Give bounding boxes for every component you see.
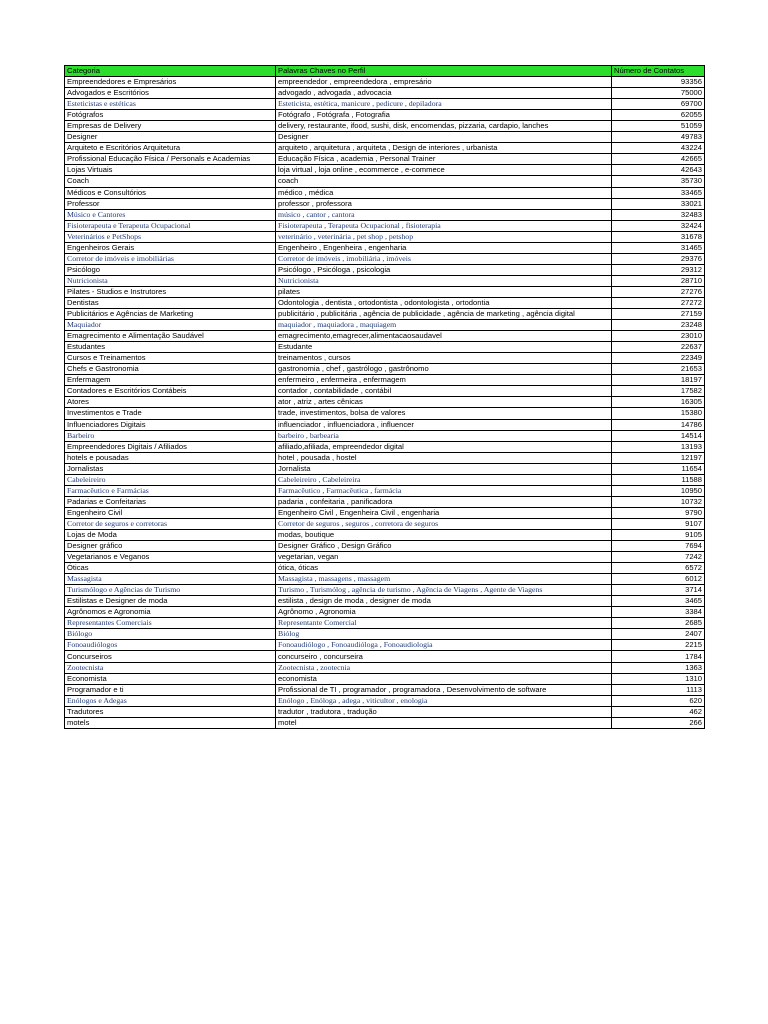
keywords-cell: Designer <box>276 132 612 143</box>
keywords-cell: Esteticista, estética, manicure , pedicure , depiladora <box>276 99 612 110</box>
category-cell: Professor <box>65 198 276 209</box>
keywords-cell: modas, boutique <box>276 529 612 540</box>
count-cell: 14514 <box>612 430 705 441</box>
count-cell: 15380 <box>612 408 705 419</box>
category-cell: Contadores e Escritórios Contábeis <box>65 386 276 397</box>
category-cell: Empreendedores e Empresários <box>65 77 276 88</box>
table-row <box>65 386 705 397</box>
count-cell: 43224 <box>612 143 705 154</box>
keywords-cell: Estudante <box>276 342 612 353</box>
header-keywords: Palavras Chaves no Perfil <box>276 66 612 77</box>
table-row <box>65 220 705 231</box>
keywords-cell: Odontologia , dentista , ortodontista , odontologista , ortodontia <box>276 297 612 308</box>
table-row <box>65 507 705 518</box>
keywords-cell: Massagista , massagens , massagem <box>276 574 612 585</box>
count-cell: 11654 <box>612 463 705 474</box>
count-cell: 16305 <box>612 397 705 408</box>
contacts-table <box>64 65 705 729</box>
category-cell: Farmacêutico e Farmácias <box>65 485 276 496</box>
table-row <box>65 474 705 485</box>
count-cell: 14786 <box>612 419 705 430</box>
keywords-cell: estilista , design de moda , designer de moda <box>276 596 612 607</box>
category-cell: Jornalistas <box>65 463 276 474</box>
keywords-cell: influenciador , influenciadora , influencer <box>276 419 612 430</box>
keywords-cell: veterinário , veterinária , pet shop , petshop <box>276 231 612 242</box>
table-row <box>65 242 705 253</box>
table-row <box>65 88 705 99</box>
keywords-cell: músico , cantor , cantora <box>276 209 612 220</box>
count-cell: 18197 <box>612 375 705 386</box>
category-cell: Barbeiro <box>65 430 276 441</box>
count-cell: 28710 <box>612 275 705 286</box>
category-cell: Publicitários e Agências de Marketing <box>65 309 276 320</box>
keywords-cell: médico , médica <box>276 187 612 198</box>
table-row <box>65 552 705 563</box>
count-cell: 93356 <box>612 77 705 88</box>
category-cell: Zootecnista <box>65 662 276 673</box>
table-row <box>65 143 705 154</box>
table-row <box>65 110 705 121</box>
count-cell: 21653 <box>612 364 705 375</box>
category-cell: Músico e Cantores <box>65 209 276 220</box>
table-row <box>65 309 705 320</box>
keywords-cell: Engenheiro Civil , Engenheira Civil , engenharia <box>276 507 612 518</box>
count-cell: 7694 <box>612 541 705 552</box>
count-cell: 9107 <box>612 518 705 529</box>
category-cell: Lojas de Moda <box>65 529 276 540</box>
table-row <box>65 187 705 198</box>
category-cell: Representantes Comerciais <box>65 618 276 629</box>
table-row <box>65 706 705 717</box>
category-cell: Dentistas <box>65 297 276 308</box>
keywords-cell: Corretor de imóveis , imobiliária , imóveis <box>276 253 612 264</box>
keywords-cell: advogado , advogada , advocacia <box>276 88 612 99</box>
count-cell: 31678 <box>612 231 705 242</box>
count-cell: 6012 <box>612 574 705 585</box>
table-row <box>65 397 705 408</box>
table-row <box>65 529 705 540</box>
table-row <box>65 441 705 452</box>
count-cell: 35730 <box>612 176 705 187</box>
count-cell: 10732 <box>612 496 705 507</box>
count-cell: 42665 <box>612 154 705 165</box>
keywords-cell: Fisioterapeuta , Terapeuta Ocupacional , fisioterapia <box>276 220 612 231</box>
keywords-cell: Representante Comercial <box>276 618 612 629</box>
category-cell: Fonoaudiólogos <box>65 640 276 651</box>
table-row <box>65 629 705 640</box>
category-cell: Maquiador <box>65 320 276 331</box>
category-cell: Concurseiros <box>65 651 276 662</box>
keywords-cell: arquiteto , arquitetura , arquiteta , Design de interiores , urbanista <box>276 143 612 154</box>
table-row <box>65 176 705 187</box>
table-row <box>65 364 705 375</box>
count-cell: 2685 <box>612 618 705 629</box>
keywords-cell: padaria , confeitaria , panificadora <box>276 496 612 507</box>
table-row <box>65 297 705 308</box>
keywords-cell: economista <box>276 673 612 684</box>
keywords-cell: Educação Física , academia , Personal Trainer <box>276 154 612 165</box>
count-cell: 32483 <box>612 209 705 220</box>
keywords-cell: ótica, óticas <box>276 563 612 574</box>
keywords-cell: delivery, restaurante, ifood, sushi, disk, encomendas, pizzaria, cardapio, lanches <box>276 121 612 132</box>
keywords-cell: treinamentos , cursos <box>276 353 612 364</box>
category-cell: Influenciadores Digitais <box>65 419 276 430</box>
count-cell: 33021 <box>612 198 705 209</box>
category-cell: Óticas <box>65 563 276 574</box>
keywords-cell: Fonoaudiólogo , Fonoaudióloga , Fonoaudiologia <box>276 640 612 651</box>
count-cell: 29312 <box>612 264 705 275</box>
table-row <box>65 596 705 607</box>
category-cell: Turismólogo e Agências de Turismo <box>65 585 276 596</box>
count-cell: 22349 <box>612 353 705 364</box>
category-cell: Padarias e Confeitarias <box>65 496 276 507</box>
keywords-cell: emagrecimento,emagrecer,alimentacaosaudavel <box>276 331 612 342</box>
table-row <box>65 99 705 110</box>
keywords-cell: Jornalista <box>276 463 612 474</box>
keywords-cell: Cabeleireiro , Cabeleireira <box>276 474 612 485</box>
keywords-cell: pilates <box>276 286 612 297</box>
keywords-cell: barbeiro , barbearia <box>276 430 612 441</box>
category-cell: Arquiteto e Escritórios Arquitetura <box>65 143 276 154</box>
keywords-cell: Zootecnista , zootecnia <box>276 662 612 673</box>
category-cell: Enfermagem <box>65 375 276 386</box>
table-row <box>65 264 705 275</box>
count-cell: 23248 <box>612 320 705 331</box>
category-cell: Tradutores <box>65 706 276 717</box>
count-cell: 1363 <box>612 662 705 673</box>
category-cell: Cabeleireiro <box>65 474 276 485</box>
category-cell: Estilistas e Designer de moda <box>65 596 276 607</box>
category-cell: Corretor de imóveis e imobiliárias <box>65 253 276 264</box>
table-row <box>65 275 705 286</box>
header-category: Categoria <box>65 66 276 77</box>
table-row <box>65 154 705 165</box>
table-row <box>65 618 705 629</box>
count-cell: 33465 <box>612 187 705 198</box>
table-row <box>65 286 705 297</box>
count-cell: 32424 <box>612 220 705 231</box>
keywords-cell: Biólog <box>276 629 612 640</box>
category-cell: Estudantes <box>65 342 276 353</box>
count-cell: 27159 <box>612 309 705 320</box>
keywords-cell: professor , professora <box>276 198 612 209</box>
category-cell: Economista <box>65 673 276 684</box>
count-cell: 42643 <box>612 165 705 176</box>
count-cell: 22637 <box>612 342 705 353</box>
keywords-cell: ator , atriz , artes cênicas <box>276 397 612 408</box>
keywords-cell: trade, investimentos, bolsa de valores <box>276 408 612 419</box>
category-cell: Psicólogo <box>65 264 276 275</box>
count-cell: 11588 <box>612 474 705 485</box>
category-cell: Lojas Virtuais <box>65 165 276 176</box>
category-cell: Engenheiro Civil <box>65 507 276 518</box>
keywords-cell: Corretor de seguros , seguros , corretora de seguros <box>276 518 612 529</box>
keywords-cell: Enólogo , Enóloga , adega , viticultor , enologia <box>276 695 612 706</box>
count-cell: 620 <box>612 695 705 706</box>
count-cell: 75000 <box>612 88 705 99</box>
category-cell: Atores <box>65 397 276 408</box>
table-row <box>65 198 705 209</box>
table-row <box>65 574 705 585</box>
table-row <box>65 640 705 651</box>
count-cell: 1113 <box>612 684 705 695</box>
table-row <box>65 695 705 706</box>
category-cell: Coach <box>65 176 276 187</box>
table-row <box>65 496 705 507</box>
category-cell: Profissional Educação Física / Personals e Academias <box>65 154 276 165</box>
keywords-cell: Engenheiro , Engenheira , engenharia <box>276 242 612 253</box>
count-cell: 51059 <box>612 121 705 132</box>
table-row <box>65 209 705 220</box>
category-cell: Cursos e Treinamentos <box>65 353 276 364</box>
table-row <box>65 320 705 331</box>
category-cell: Empreendedores Digitais / Afiliados <box>65 441 276 452</box>
count-cell: 10950 <box>612 485 705 496</box>
table-row <box>65 607 705 618</box>
keywords-cell: vegetarian, vegan <box>276 552 612 563</box>
count-cell: 9105 <box>612 529 705 540</box>
category-cell: Vegetarianos e Veganos <box>65 552 276 563</box>
keywords-cell: concurseiro , concurseira <box>276 651 612 662</box>
count-cell: 2215 <box>612 640 705 651</box>
keywords-cell: maquiador , maquiadora , maquiagem <box>276 320 612 331</box>
table-row <box>65 353 705 364</box>
category-cell: Empresas de Delivery <box>65 121 276 132</box>
category-cell: Designer <box>65 132 276 143</box>
table-header-row <box>65 66 705 77</box>
table-row <box>65 132 705 143</box>
category-cell: Designer gráfico <box>65 541 276 552</box>
count-cell: 12197 <box>612 452 705 463</box>
table-row <box>65 408 705 419</box>
keywords-cell: contador , contabilidade , contábil <box>276 386 612 397</box>
category-cell: Massagista <box>65 574 276 585</box>
table-row <box>65 342 705 353</box>
count-cell: 6572 <box>612 563 705 574</box>
count-cell: 13193 <box>612 441 705 452</box>
category-cell: Chefs e Gastronomia <box>65 364 276 375</box>
table-row <box>65 485 705 496</box>
count-cell: 23010 <box>612 331 705 342</box>
table-row <box>65 518 705 529</box>
keywords-cell: afiliado,afiliada, empreendedor digital <box>276 441 612 452</box>
count-cell: 9790 <box>612 507 705 518</box>
keywords-cell: Designer Gráfico , Design Gráfico <box>276 541 612 552</box>
table-row <box>65 463 705 474</box>
keywords-cell: motel <box>276 717 612 728</box>
table-row <box>65 585 705 596</box>
count-cell: 3714 <box>612 585 705 596</box>
keywords-cell: Fotógrafo , Fotógrafa , Fotografia <box>276 110 612 121</box>
table-row <box>65 430 705 441</box>
count-cell: 462 <box>612 706 705 717</box>
category-cell: Corretor de seguros e corretoras <box>65 518 276 529</box>
keywords-cell: gastronomia , chef , gastrólogo , gastrônomo <box>276 364 612 375</box>
table-row <box>65 452 705 463</box>
keywords-cell: Farmacêutico , Farmacêutica , farmácia <box>276 485 612 496</box>
keywords-cell: Agrônomo , Agronomia <box>276 607 612 618</box>
count-cell: 62055 <box>612 110 705 121</box>
count-cell: 7242 <box>612 552 705 563</box>
table-row <box>65 77 705 88</box>
table-row <box>65 717 705 728</box>
keywords-cell: Profissional de TI , programador , programadora , Desenvolvimento de software <box>276 684 612 695</box>
category-cell: Fisioterapeuta e Terapeuta Ocupacional <box>65 220 276 231</box>
category-cell: Biólogo <box>65 629 276 640</box>
category-cell: Agrônomos e Agronomia <box>65 607 276 618</box>
header-count: Número de Contatos <box>612 66 705 77</box>
table-row <box>65 165 705 176</box>
table-row <box>65 231 705 242</box>
count-cell: 266 <box>612 717 705 728</box>
table-row <box>65 684 705 695</box>
category-cell: Esteticistas e estéticas <box>65 99 276 110</box>
count-cell: 27276 <box>612 286 705 297</box>
table-row <box>65 419 705 430</box>
category-cell: Médicos e Consultórios <box>65 187 276 198</box>
category-cell: Advogados e Escritórios <box>65 88 276 99</box>
table-row <box>65 331 705 342</box>
table-row <box>65 375 705 386</box>
table-row <box>65 541 705 552</box>
count-cell: 1310 <box>612 673 705 684</box>
category-cell: Engenheiros Gerais <box>65 242 276 253</box>
count-cell: 69700 <box>612 99 705 110</box>
table-row <box>65 253 705 264</box>
category-cell: motels <box>65 717 276 728</box>
count-cell: 3384 <box>612 607 705 618</box>
category-cell: Veterinários e PetShops <box>65 231 276 242</box>
count-cell: 29376 <box>612 253 705 264</box>
category-cell: Fotógrafos <box>65 110 276 121</box>
category-cell: Nutricionista <box>65 275 276 286</box>
category-cell: Pilates - Studios e Instrutores <box>65 286 276 297</box>
category-cell: hotels e pousadas <box>65 452 276 463</box>
category-cell: Programador e ti <box>65 684 276 695</box>
keywords-cell: coach <box>276 176 612 187</box>
table-row <box>65 563 705 574</box>
table-row <box>65 651 705 662</box>
keywords-cell: Turismo , Turismólog , agência de turismo , Agência de Viagens , Agente de Viagens <box>276 585 612 596</box>
category-cell: Emagrecimento e Alimentação Saudável <box>65 331 276 342</box>
keywords-cell: Psicólogo , Psicóloga , psicologia <box>276 264 612 275</box>
table-row <box>65 673 705 684</box>
count-cell: 3465 <box>612 596 705 607</box>
keywords-cell: publicitário , publicitária , agência de publicidade , agência de marketing , agência digital <box>276 309 612 320</box>
keywords-cell: enfermeiro , enfermeira , enfermagem <box>276 375 612 386</box>
count-cell: 2407 <box>612 629 705 640</box>
category-cell: Investimentos e Trade <box>65 408 276 419</box>
table-row <box>65 662 705 673</box>
keywords-cell: loja virtual , loja online , ecommerce , e-commece <box>276 165 612 176</box>
category-cell: Enólogos e Adegas <box>65 695 276 706</box>
count-cell: 31465 <box>612 242 705 253</box>
count-cell: 49783 <box>612 132 705 143</box>
table-row <box>65 121 705 132</box>
count-cell: 27272 <box>612 297 705 308</box>
keywords-cell: Nutricionista <box>276 275 612 286</box>
keywords-cell: hotel , pousada , hostel <box>276 452 612 463</box>
keywords-cell: tradutor , tradutora , tradução <box>276 706 612 717</box>
count-cell: 1784 <box>612 651 705 662</box>
count-cell: 17582 <box>612 386 705 397</box>
keywords-cell: empreendedor , empreendedora , empresário <box>276 77 612 88</box>
